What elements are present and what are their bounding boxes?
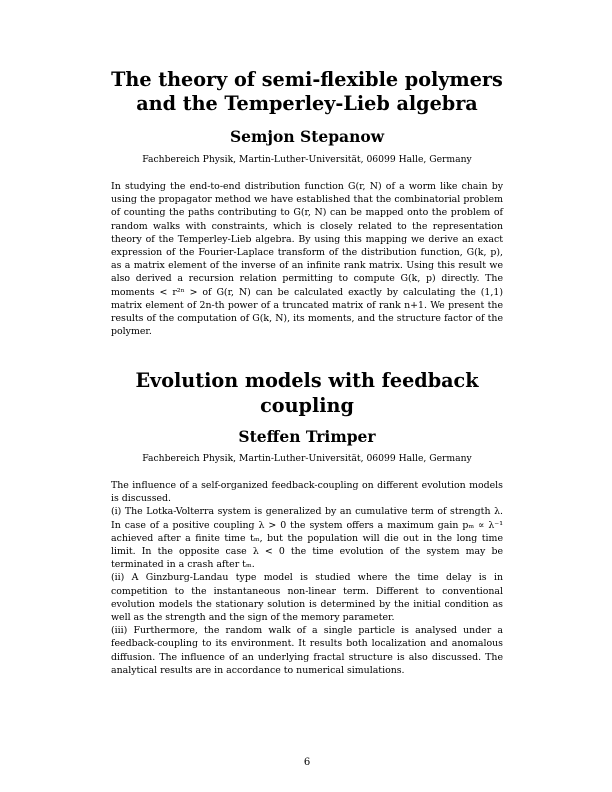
article1-title-line1: The theory of semi-flexible polymers xyxy=(111,68,503,91)
article2-paragraph: (i) The Lotka-Volterra system is generalized by an cumulative term of strength λ. In case of a positive coupling λ > 0 the system offers a maximum gain pₘ ∝ λ⁻¹ achieved after a finite time tₘ, but the population will die out in the long time limit. In the opposite case λ < 0 the time evolution of the system may be terminated in a crash after tₘ. xyxy=(111,506,503,571)
article2-title-line2: coupling xyxy=(260,394,354,417)
article1-abstract-text: In studying the end-to-end distribution function G(r, N) of a worm like chain by using the propagator method we have established that the combinatorial problem of counting the paths contributing to G(r, N) can be mapped onto the problem of random walks with constraints, which is closely related to the representation theory of the Temperley-Lieb algebra. By using this mapping we derive an exact expression of the Fourier-Laplace transform of the distribution function, G(k, p), as a matrix element of the inverse of an infinite rank matrix. Using this result we also derived a recursion relation permitting to compute G(k, p) directly. The moments < r²ⁿ > of G(r, N) can be calculated exactly by calculating the (1,1) matrix element of 2n-th power of a truncated matrix of rank n+1. We present the results of the computation of G(k, N), its moments, and the structure factor of the polymer. xyxy=(111,181,503,338)
article1-title-line2: and the Temperley-Lieb algebra xyxy=(136,92,478,115)
article2-paragraph: (iii) Furthermore, the random walk of a single particle is analysed under a feedback-coupling to its environment. It results both localization and anomalous diffusion. The influence of an underlying fractal structure is also discussed. The analytical results are in accordance to numerical simulations. xyxy=(111,625,503,676)
article2-paragraph: (ii) A Ginzburg-Landau type model is studied where the time delay is in competition to the instantaneous non-linear term. Different to conventional evolution models the stationary solution is determined by the initial condition as well as the strength and the sign of the memory parameter. xyxy=(111,572,503,624)
article2-abstract xyxy=(111,479,503,677)
page-number: 6 xyxy=(303,757,311,768)
article1-abstract xyxy=(111,180,503,338)
article1-affiliation: Fachbereich Physik, Martin-Luther-Universität, 06099 Halle, Germany xyxy=(142,154,472,165)
article1-author: Semjon Stepanow xyxy=(229,127,385,146)
article2-author: Steffen Trimper xyxy=(238,427,376,446)
article2-paragraph: The influence of a self-organized feedback-coupling on different evolution models is discussed. xyxy=(111,480,503,505)
article2-affiliation: Fachbereich Physik, Martin-Luther-Universität, 06099 Halle, Germany xyxy=(142,453,472,464)
article2-title-line1: Evolution models with feedback xyxy=(135,369,479,392)
